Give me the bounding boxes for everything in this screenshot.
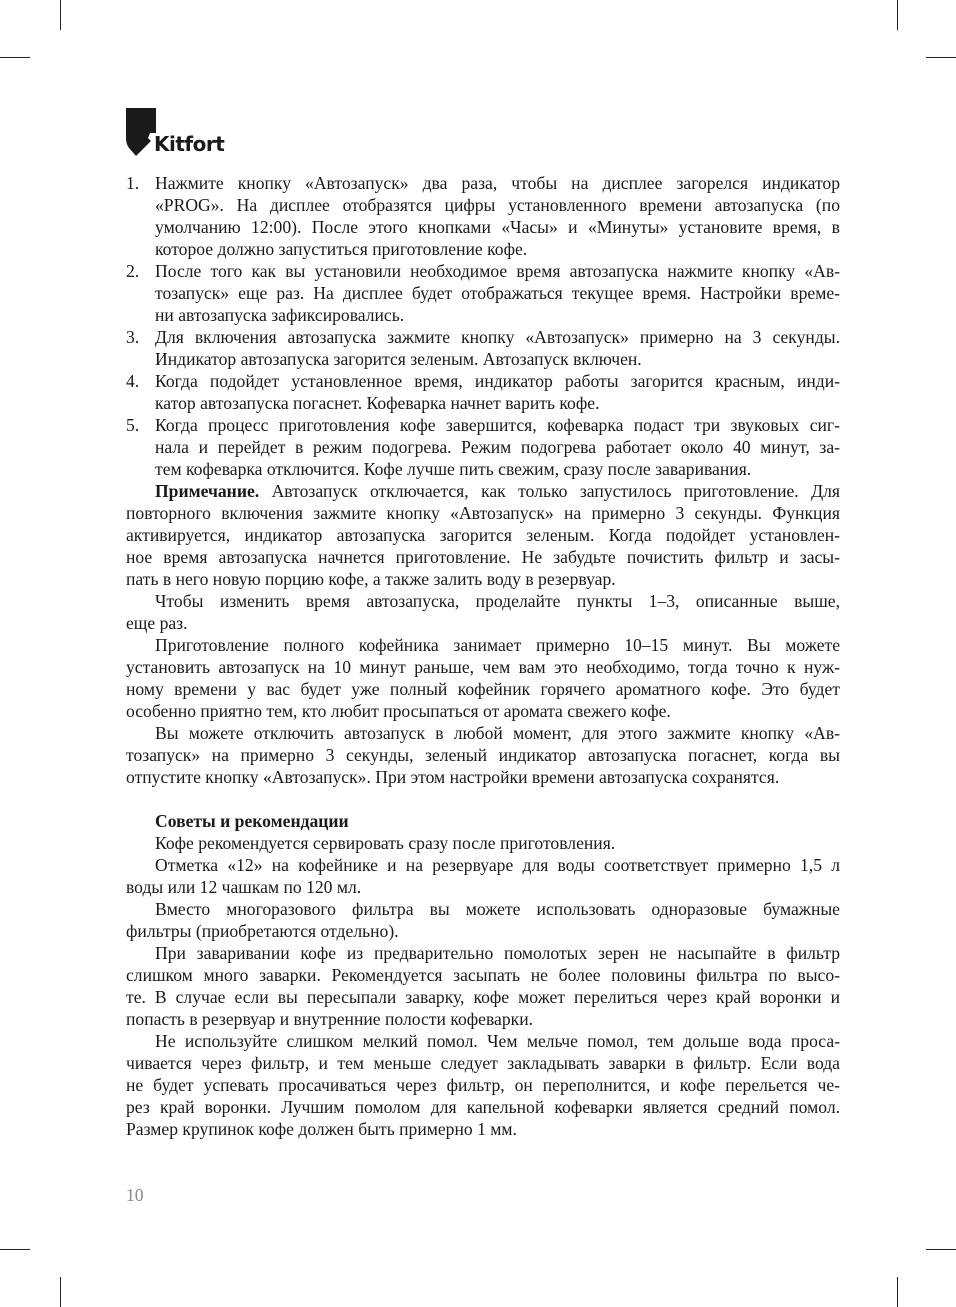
list-number: 5.: [126, 415, 140, 435]
text-line: воды или 12 чашкам по 120 мл.: [126, 877, 362, 897]
text-line: Не используйте слишком мелкий помол. Чем мельче помол, тем дольше вода проса-: [155, 1031, 840, 1051]
list-item: [126, 370, 840, 414]
text-line: попасть в резервуар и внутренние полости кофеварки.: [126, 1009, 534, 1029]
list-number: 2.: [126, 261, 140, 281]
text-line: Нажмите кнопку «Автозапуск» два раза, чтобы на дисплее загорелся индикатор: [155, 173, 840, 193]
list-number: 3.: [126, 327, 140, 347]
crop-mark: [60, 0, 61, 30]
paragraph: [126, 898, 840, 942]
text-line: те. В случае если вы пересыпали заварку, кофе может перелиться через край воронки и: [126, 987, 840, 1007]
crop-mark: [897, 0, 898, 30]
text-line: установить автозапуск на 10 минут раньше, чем вам это необходимо, тогда точно к нуж-: [126, 657, 840, 677]
crop-mark: [0, 1249, 30, 1250]
text-line: ни автозапуска зафиксировались.: [155, 305, 405, 325]
list-number: 4.: [126, 371, 140, 391]
text-line: повторного включения зажмите кнопку «Автозапуск» на примерно 3 секунды. Функция: [126, 503, 840, 523]
text-line: отпустите кнопку «Автозапуск». При этом настройки времени автозапуска сохранятся.: [126, 767, 780, 787]
text-line: активируется, индикатор автозапуска загорится зеленым. Когда подойдет установлен-: [126, 525, 840, 545]
kitfort-logo: [126, 108, 226, 158]
note-label: Примечание.: [155, 481, 260, 501]
paragraphs-tips: [126, 832, 840, 1140]
text-line: Размер крупинок кофе должен быть примерно 1 мм.: [126, 1119, 517, 1139]
paragraph: [126, 722, 840, 788]
text-line: еще раз.: [126, 613, 188, 633]
note-paragraph: [126, 480, 840, 590]
text-line: тозапуск» еще раз. На дисплее будет отображаться текущее время. Настройки време-: [155, 283, 840, 303]
text-line: Кофе рекомендуется сервировать сразу после приготовления.: [155, 833, 616, 853]
logo-mark-icon: [126, 108, 156, 158]
list-item: [126, 414, 840, 480]
text-line: чивается через фильтр, и тем меньше следует закладывать заварки в фильтр. Если вода: [126, 1053, 840, 1073]
paragraph: [126, 832, 840, 854]
text-line: [126, 480, 840, 502]
section-heading: Советы и рекомендации: [155, 811, 349, 831]
text-line: При заваривании кофе из предварительно помолотых зерен не насыпайте в фильтр: [155, 943, 840, 963]
text-line: Когда процесс приготовления кофе завершится, кофеварка подаст три звуковых сиг-: [155, 415, 840, 435]
text-line: не будет успевать просачиваться через фильтр, он переполнится, и кофе перельется че-: [126, 1075, 840, 1095]
paragraph: [126, 1030, 840, 1140]
paragraphs-autostart: [126, 590, 840, 788]
text-line: слишком много заварки. Рекомендуется засыпать не более половины фильтра по высо-: [126, 965, 840, 985]
text-line: тозапуск» на примерно 3 секунды, зеленый индикатор автозапуска погаснет, когда вы: [126, 745, 840, 765]
paragraph: [126, 634, 840, 722]
text-line: Приготовление полного кофейника занимает примерно 10–15 минут. Вы можете: [155, 635, 840, 655]
text-line: нала и перейдет в режим подогрева. Режим подогрева работает около 40 минут, за-: [155, 437, 840, 457]
text-line: «PROG». На дисплее отобразятся цифры установленного времени автозапуска (по: [155, 195, 840, 215]
page-number: 10: [126, 1185, 144, 1205]
crop-mark: [926, 57, 956, 58]
crop-mark: [926, 1249, 956, 1250]
text-line: которое должно запуститься приготовление кофе.: [155, 239, 528, 259]
crop-mark: [0, 57, 30, 58]
list-item: [126, 326, 840, 370]
crop-mark: [897, 1277, 898, 1307]
crop-mark: [60, 1277, 61, 1307]
paragraph: [126, 854, 840, 898]
list-item: [126, 172, 840, 260]
text-line: умолчанию 12:00). После этого кнопками «Часы» и «Минуты» установите время, в: [155, 217, 840, 237]
text-line: Вместо многоразового фильтра вы можете использовать одноразовые бумажные: [155, 899, 840, 919]
text-line: После того как вы установили необходимое время автозапуска нажмите кнопку «Ав-: [155, 261, 840, 281]
text-line: Для включения автозапуска зажмите кнопку «Автозапуск» примерно на 3 секунды.: [155, 327, 840, 347]
text-line: Чтобы изменить время автозапуска, проделайте пункты 1–3, описанные выше,: [155, 591, 840, 611]
text-line: ному времени у вас будет уже полный кофейник горячего ароматного кофе. Это будет: [126, 679, 840, 699]
document-body: [126, 172, 840, 1140]
text-line: пать в него новую порцию кофе, а также залить воду в резервуар.: [126, 569, 616, 589]
text-line: Индикатор автозапуска загорится зеленым. Автозапуск включен.: [155, 349, 642, 369]
text-line: особенно приятно тем, кто любит просыпаться от аромата свежего кофе.: [126, 701, 671, 721]
list-item: [126, 260, 840, 326]
text-line: рез край воронки. Лучшим помолом для капельной кофеварки является средний помол.: [126, 1097, 840, 1117]
paragraph: [126, 942, 840, 1030]
note-text: Автозапуск отключается, как только запустилось приготовление. Для: [259, 481, 840, 501]
text-line: Вы можете отключить автозапуск в любой момент, для этого зажмите кнопку «Ав-: [155, 723, 840, 743]
text-line: катор автозапуска погаснет. Кофеварка начнет варить кофе.: [155, 393, 600, 413]
list-number: 1.: [126, 173, 140, 193]
text-line: тем кофеварка отключится. Кофе лучше пить свежим, сразу после заваривания.: [155, 459, 752, 479]
text-line: Отметка «12» на кофейнике и на резервуаре для воды соответствует примерно 1,5 л: [155, 855, 840, 875]
text-line: Когда подойдет установленное время, индикатор работы загорится красным, инди-: [155, 371, 840, 391]
numbered-list: [126, 172, 840, 480]
paragraph: [126, 590, 840, 634]
text-line: ное время автозапуска начнется приготовление. Не забудьте почистить фильтр и засы-: [126, 547, 840, 567]
logo-text: Kitfort: [154, 132, 225, 156]
text-line: фильтры (приобретаются отдельно).: [126, 921, 399, 941]
